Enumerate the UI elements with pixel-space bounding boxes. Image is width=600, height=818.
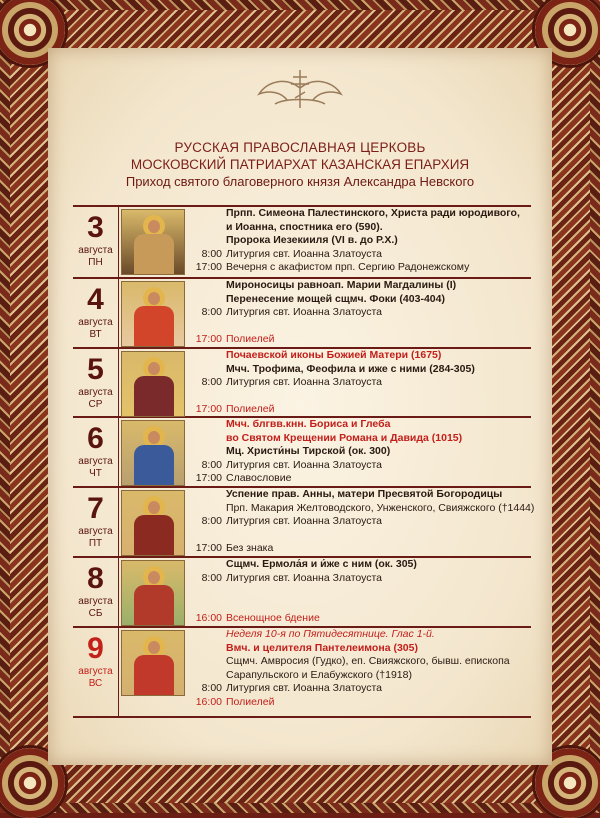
day-cell	[73, 418, 118, 486]
day-row	[73, 628, 531, 718]
service-time: 8:00	[201, 571, 222, 584]
column-divider	[118, 207, 119, 277]
day-cell	[73, 488, 118, 556]
day-cell	[73, 558, 118, 626]
entry-line	[190, 669, 527, 683]
saint-icon	[121, 209, 185, 275]
entry-line	[190, 363, 527, 377]
entry-text: Литургия свт. Иоанна Златоуста	[226, 682, 383, 694]
header-parish: Приход святого благоверного князя Александра Невского	[125, 174, 475, 189]
column-divider	[118, 558, 119, 626]
entry-text: Мчч. блгвв.кнн. Бориса и Глеба	[226, 418, 391, 430]
day-row	[73, 488, 535, 558]
entry-text: Мчч. Трофима, Феофила и иже с ними (284-305)	[226, 362, 475, 375]
entry-text: Литургия свт. Иоанна Златоуста	[226, 306, 383, 318]
header-church: РУССКАЯ ПРАВОСЛАВНАЯ ЦЕРКОВЬ	[174, 140, 426, 155]
day-weekday: ПТ	[88, 538, 103, 549]
entry-line	[190, 234, 527, 248]
entry-line	[190, 628, 527, 642]
service-time: 8:00	[201, 376, 222, 388]
day-month: августа	[78, 596, 113, 607]
cross-ornament-icon	[255, 68, 345, 110]
entry-line	[190, 390, 527, 404]
entry-text: Славословие	[226, 472, 292, 484]
entry-line	[190, 572, 527, 586]
entry-text: Сарапульского и Елабужского (†1918)	[226, 668, 412, 681]
day-month: августа	[78, 317, 113, 328]
day-cell	[73, 279, 118, 347]
entry-line	[190, 542, 527, 556]
entry-text: Литургия свт. Иоанна Златоуста	[226, 571, 383, 584]
entry-line	[190, 445, 527, 459]
saint-icon	[121, 490, 185, 556]
day-row	[73, 207, 531, 279]
day-month: августа	[78, 526, 113, 537]
entry-text: Литургия свт. Иоанна Златоуста	[226, 247, 383, 260]
entry-line	[190, 261, 527, 275]
day-month: августа	[78, 666, 113, 677]
entry-line	[190, 529, 527, 543]
entry-line	[190, 472, 527, 486]
entry-line	[190, 488, 527, 502]
entry-text: Вмч. и целителя Пантелеимона (305)	[226, 641, 418, 654]
service-time: 16:00	[195, 695, 222, 708]
saint-icon	[121, 560, 185, 626]
service-time: 8:00	[201, 306, 222, 318]
entry-line	[190, 459, 527, 473]
entry-line	[190, 655, 527, 669]
service-time: 17:00	[195, 261, 222, 273]
entry-text: Литургия свт. Иоанна Златоуста	[226, 458, 383, 471]
saint-icon	[121, 630, 185, 696]
saint-icon	[121, 351, 185, 417]
day-number: 6	[87, 422, 104, 455]
entry-text: Неделя 10-я по Пятидесятнице. Глас 1-й.	[226, 628, 435, 640]
service-time: 17:00	[195, 403, 222, 415]
entry-text: Сщмч. Амвросия (Гудко), еп. Свияжского, бывш. епископа	[226, 655, 510, 667]
day-number: 9	[87, 632, 104, 665]
day-row	[73, 558, 531, 628]
schedule-table	[73, 205, 535, 724]
entry-line	[190, 501, 535, 516]
day-entries	[190, 279, 527, 347]
day-number: 4	[87, 283, 104, 316]
entry-text: Литургия свт. Иоанна Златоуста	[226, 376, 383, 388]
entry-text: Пророка Иезекииля (VI в. до Р.Х.)	[226, 234, 398, 246]
entry-line	[190, 306, 527, 320]
saint-icon	[121, 281, 185, 347]
entry-line	[190, 293, 527, 307]
day-entries	[190, 349, 527, 417]
service-time: 17:00	[195, 333, 222, 345]
day-weekday: СБ	[88, 608, 103, 619]
saint-icon	[121, 420, 185, 486]
day-number: 3	[87, 211, 104, 244]
service-time: 8:00	[201, 682, 222, 694]
day-number: 5	[87, 353, 104, 386]
column-divider	[118, 628, 119, 716]
entry-text: Полиелей	[226, 333, 275, 345]
entry-line	[190, 320, 527, 334]
day-entries	[190, 628, 527, 709]
entry-line	[190, 432, 527, 446]
service-time: 8:00	[201, 458, 222, 471]
day-row	[73, 418, 531, 488]
entry-line	[190, 599, 527, 613]
day-weekday: ВТ	[89, 329, 102, 340]
entry-text: Полиелей	[226, 695, 275, 708]
entry-text: Прпп. Симеона Палестинского, Христа ради юродивого,	[226, 207, 520, 219]
day-entries	[190, 418, 527, 486]
entry-line	[190, 376, 527, 390]
entry-line	[190, 515, 527, 529]
entry-line	[190, 349, 527, 363]
entry-line	[190, 696, 527, 710]
entry-text: Мироносицы равноап. Марии Магдалины (I)	[226, 279, 457, 291]
entry-text: Без знака	[226, 542, 274, 554]
day-month: августа	[78, 387, 113, 398]
day-cell	[73, 349, 118, 416]
entry-line	[190, 642, 527, 656]
entry-text: Прп. Макария Желтоводского, Унженского, Свияжского (†1444)	[226, 501, 535, 514]
entry-line	[190, 221, 527, 235]
column-divider	[118, 488, 119, 556]
day-entries	[190, 558, 527, 626]
entry-text: во Святом Крещении Романа и Давида (1015)	[226, 431, 463, 444]
entry-text: и Иоанна, спостника его (590).	[226, 220, 383, 233]
entry-line	[190, 207, 527, 221]
entry-text: Перенесение мощей сщмч. Фоки (403-404)	[226, 292, 445, 305]
service-time: 8:00	[201, 247, 222, 260]
service-time: 17:00	[195, 542, 222, 554]
header-diocese: МОСКОВСКИЙ ПАТРИАРХАТ КАЗАНСКАЯ ЕПАРХИЯ	[130, 157, 470, 172]
entry-text: Полиелей	[226, 403, 275, 415]
entry-line	[190, 248, 527, 262]
entry-text: Успение прав. Анны, матери Пресвятой Богородицы	[226, 488, 503, 500]
day-weekday: СР	[88, 399, 103, 410]
entry-line	[190, 558, 527, 572]
entry-text: Всенощное бдение	[226, 612, 320, 624]
entry-line	[190, 279, 527, 293]
day-month: августа	[78, 456, 113, 467]
entry-line	[190, 612, 527, 626]
day-row	[73, 349, 531, 418]
day-weekday: ЧТ	[89, 468, 102, 479]
entry-text: Мц. Христи́ны Тирской (ок. 300)	[226, 445, 391, 457]
day-entries	[190, 488, 535, 556]
day-entries	[190, 207, 527, 275]
entry-text: Сщмч. Ермола́я и и́же с ним (ок. 305)	[226, 558, 417, 570]
entry-line	[190, 682, 527, 696]
day-cell	[73, 628, 118, 716]
column-divider	[118, 418, 119, 486]
day-row	[73, 279, 531, 349]
day-cell	[73, 207, 118, 277]
column-divider	[118, 349, 119, 416]
entry-line	[190, 333, 527, 347]
day-weekday: ПН	[88, 257, 103, 268]
entry-text: Литургия свт. Иоанна Златоуста	[226, 515, 383, 527]
entry-line	[190, 418, 527, 432]
entry-text: Почаевской иконы Божией Матери (1675)	[226, 349, 442, 361]
day-number: 7	[87, 492, 104, 525]
column-divider	[118, 279, 119, 347]
entry-line	[190, 585, 527, 599]
entry-text: Вечерня с акафистом прп. Сергию Радонежскому	[226, 261, 470, 273]
entry-line	[190, 403, 527, 417]
service-time: 8:00	[201, 515, 222, 527]
service-time: 17:00	[195, 472, 222, 484]
day-month: августа	[78, 245, 113, 256]
day-weekday: ВС	[88, 678, 103, 689]
day-number: 8	[87, 562, 104, 595]
service-time: 16:00	[195, 612, 222, 624]
